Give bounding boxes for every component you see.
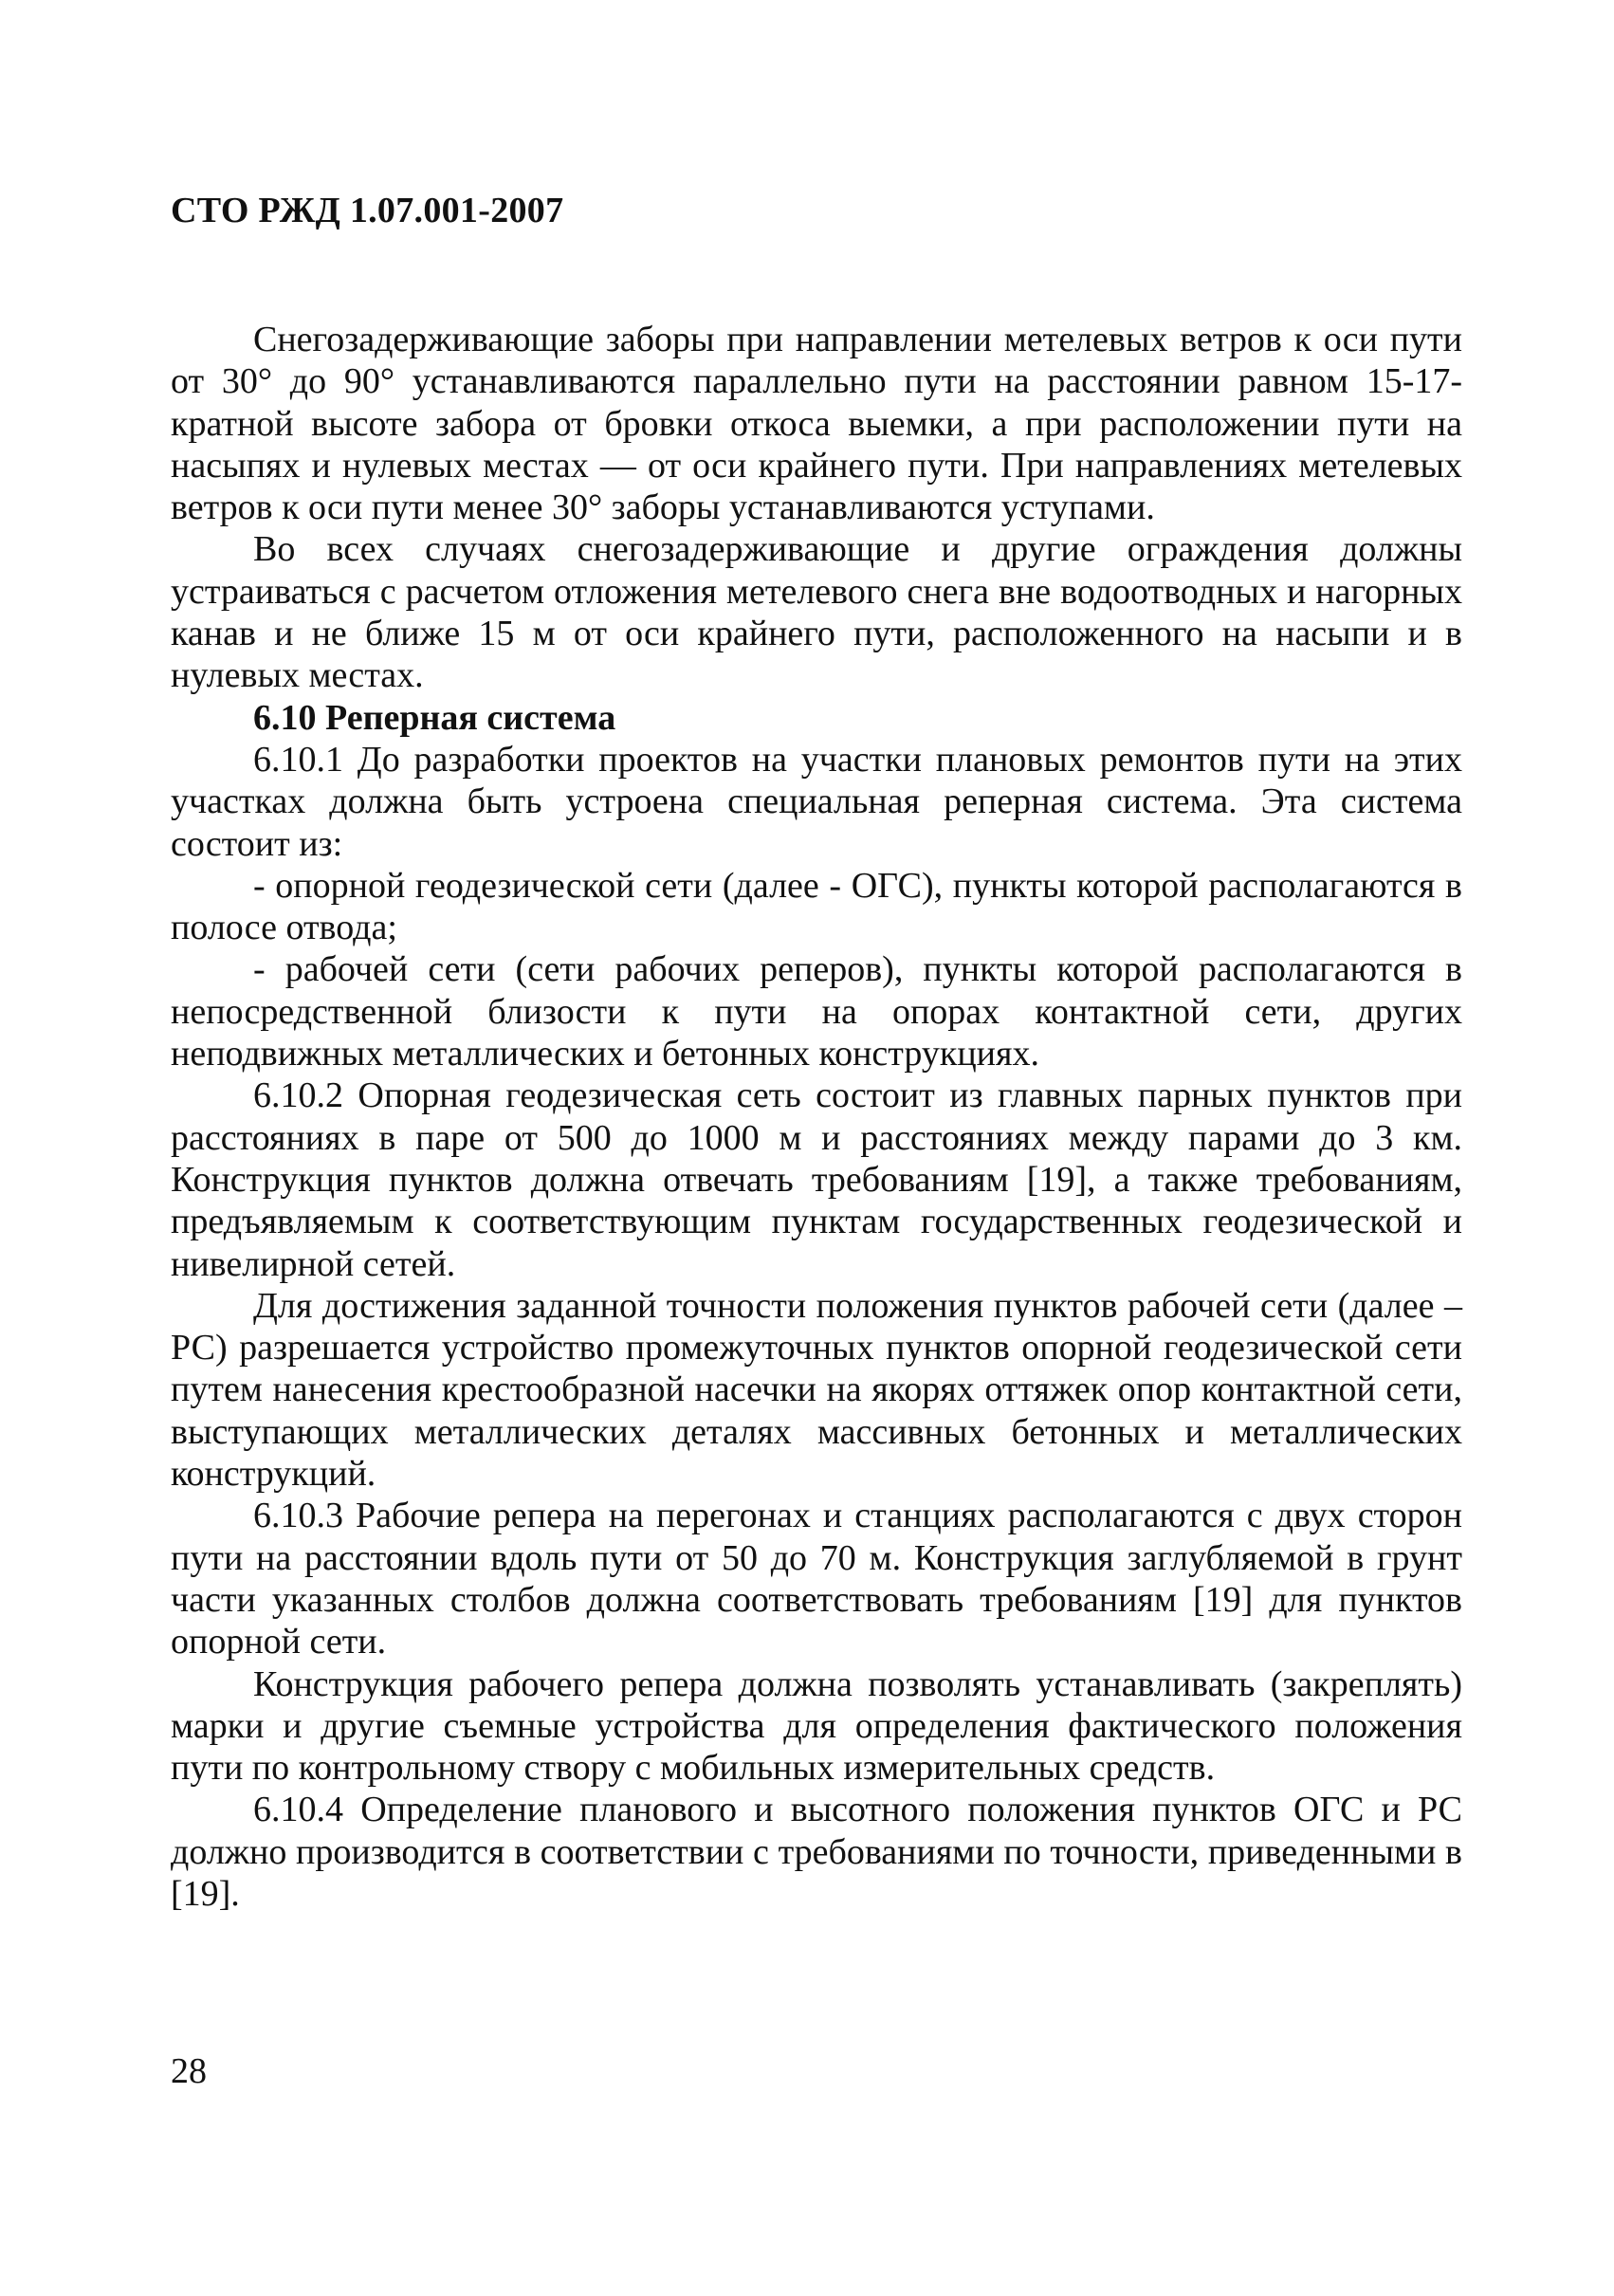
paragraph-6-10-3: 6.10.3 Рабочие репера на перегонах и станциях располагаются с двух сторон пути на расстоянии вдоль пути от 50 до 70 м. Конструкция заглубляемой в грунт части указанных столбов должна соответствовать требованиям [19] для пунктов опорной сети. <box>171 1496 1462 1662</box>
page-number: 28 <box>171 2051 207 2091</box>
paragraph-working-benchmark-design: Конструкция рабочего репера должна позволять устанавливать (закреплять) марки и другие съемные устройства для определения фактического положения пути по контрольному створу с мобильных измерительных средств. <box>171 1663 1462 1789</box>
paragraph-intermediate-points: Для достижения заданной точности положения пунктов рабочей сети (далее – РС) разрешается устройство промежуточных пунктов опорной геодезической сети путем нанесения крестообразной насечки на якорях оттяжек опор контактной сети, выступающих металлических деталях массивных бетонных и металлических конструкций. <box>171 1285 1462 1495</box>
paragraph-6-10-2: 6.10.2 Опорная геодезическая сеть состоит из главных парных пунктов при расстояниях в паре от 500 до 1000 м и расстояниях между парами до 3 км. Конструкция пунктов должна отвечать требованиям [19], а также требованиям, предъявляемым к соответствующим пунктам государственных геодезической и нивелирной сетей. <box>171 1075 1462 1284</box>
paragraph-6-10-4: 6.10.4 Определение планового и высотного положения пунктов ОГС и РС должно производится в соответствии с требованиями по точности, приведенными в [19]. <box>171 1790 1462 1914</box>
document-code-header: СТО РЖД 1.07.001-2007 <box>171 191 564 230</box>
paragraph-snow-fences-all-cases: Во всех случаях снегозадерживающие и другие ограждения должны устраиваться с расчетом отложения метелевого снега вне водоотводных и нагорных канав и не ближе 15 м от оси крайнего пути, расположенного на насыпи и в нулевых местах. <box>171 529 1462 696</box>
list-item-working-network: - рабочей сети (сети рабочих реперов), пункты которой располагаются в непосредственной близости к пути на опорах контактной сети, других неподвижных металлических и бетонных конструкциях. <box>171 949 1462 1075</box>
list-item-reference-network: - опорной геодезической сети (далее - ОГС), пункты которой располагаются в полосе отвода; <box>171 865 1462 948</box>
paragraph-6-10-1: 6.10.1 До разработки проектов на участки плановых ремонтов пути на этих участках должна быть устроена специальная реперная система. Эта система состоит из: <box>171 739 1462 864</box>
section-heading-reference-system: 6.10 Реперная система <box>253 697 616 738</box>
document-body <box>171 319 1462 1915</box>
paragraph-snow-fences-placement: Снегозадерживающие заборы при направлении метелевых ветров к оси пути от 30° до 90° устанавливаются параллельно пути на расстоянии равном 15-17-кратной высоте забора от бровки откоса выемки, а при расположении пути на насыпях и нулевых местах — от оси крайнего пути. При направлениях метелевых ветров к оси пути менее 30° заборы устанавливаются уступами. <box>171 320 1462 528</box>
